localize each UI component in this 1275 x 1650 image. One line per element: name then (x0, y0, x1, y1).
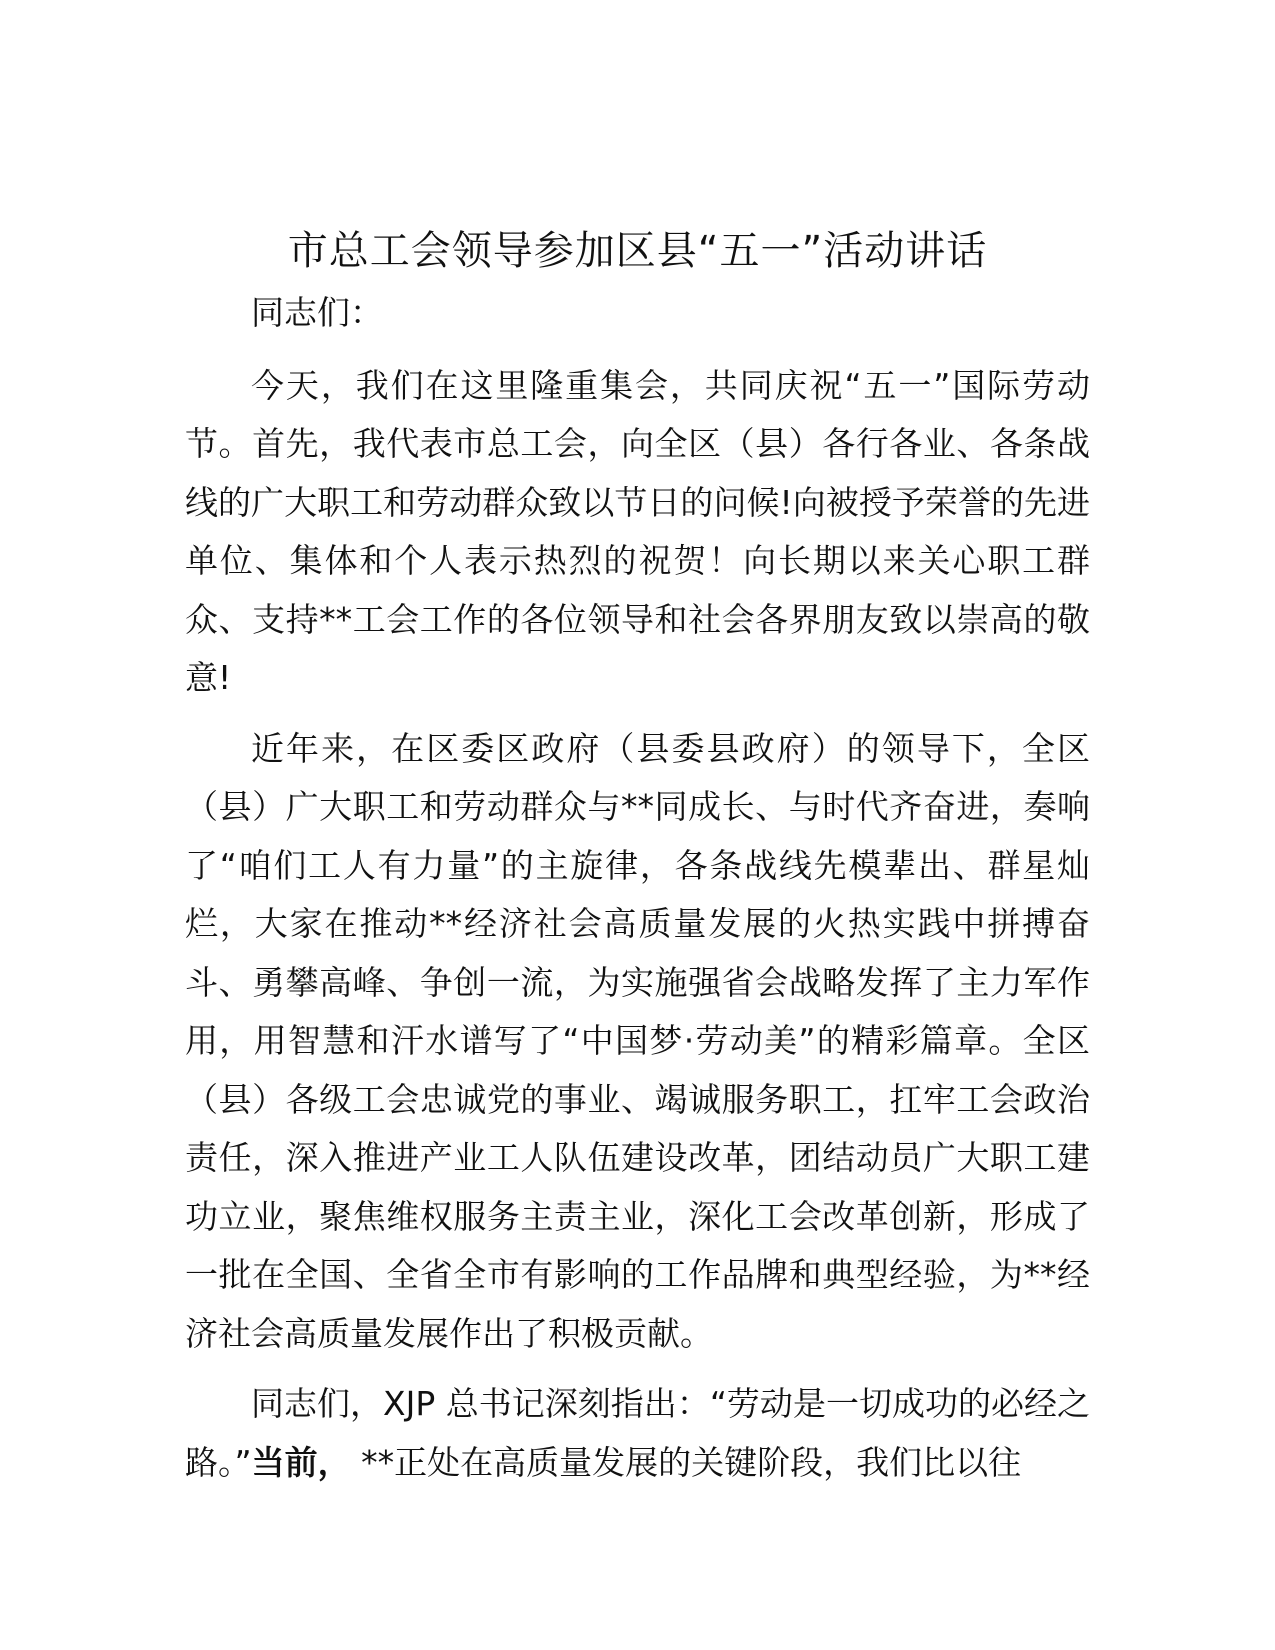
paragraph-1: 今天，我们在这里隆重集会，共同庆祝“五一”国际劳动节。首先，我代表市总工会，向全区（县）各行各业、各条战线的广大职工和劳动群众致以节日的问候!向被授予荣誉的先进单位、集体和个人表示热烈的祝贺！向长期以来关心职工群众、支持**工会工作的各位领导和社会各界朋友致以崇高的敬意! (185, 365, 1090, 697)
paragraph-3-bold-current: 当前， (251, 1442, 351, 1482)
document-body (185, 222, 1090, 1492)
paragraph-3 (185, 1375, 1090, 1492)
paragraph-3-quote: 同志们，XJP 总书记深刻指出：“劳动是一切成功的必经之路。” (185, 1384, 1090, 1482)
paragraph-3-continued: **正处在高质量发展的关键阶段，我们比以往 (350, 1442, 1022, 1482)
greeting: 同志们： (251, 293, 383, 332)
document-title: 市总工会领导参加区县“五一”活动讲话 (287, 228, 988, 274)
paragraph-2: 近年来，在区委区政府（县委县政府）的领导下，全区（县）广大职工和劳动群众与**同成长、与时代齐奋进，奏响了“咱们工人有力量”的主旋律，各条战线先模辈出、群星灿烂，大家在推动**经济社会高质量发展的火热实践中拼搏奋斗、勇攀高峰、争创一流，为实施强省会战略发挥了主力军作用，用智慧和汗水谱写了“中国梦·劳动美”的精彩篇章。全区（县）各级工会忠诚党的事业、竭诚服务职工，扛牢工会政治责任，深入推进产业工人队伍建设改革，团结动员广大职工建功立业，聚焦维权服务主责主业，深化工会改革创新，形成了一批在全国、全省全市有影响的工作品牌和典型经验，为**经济社会高质量发展作出了积极贡献。 (185, 728, 1090, 1353)
